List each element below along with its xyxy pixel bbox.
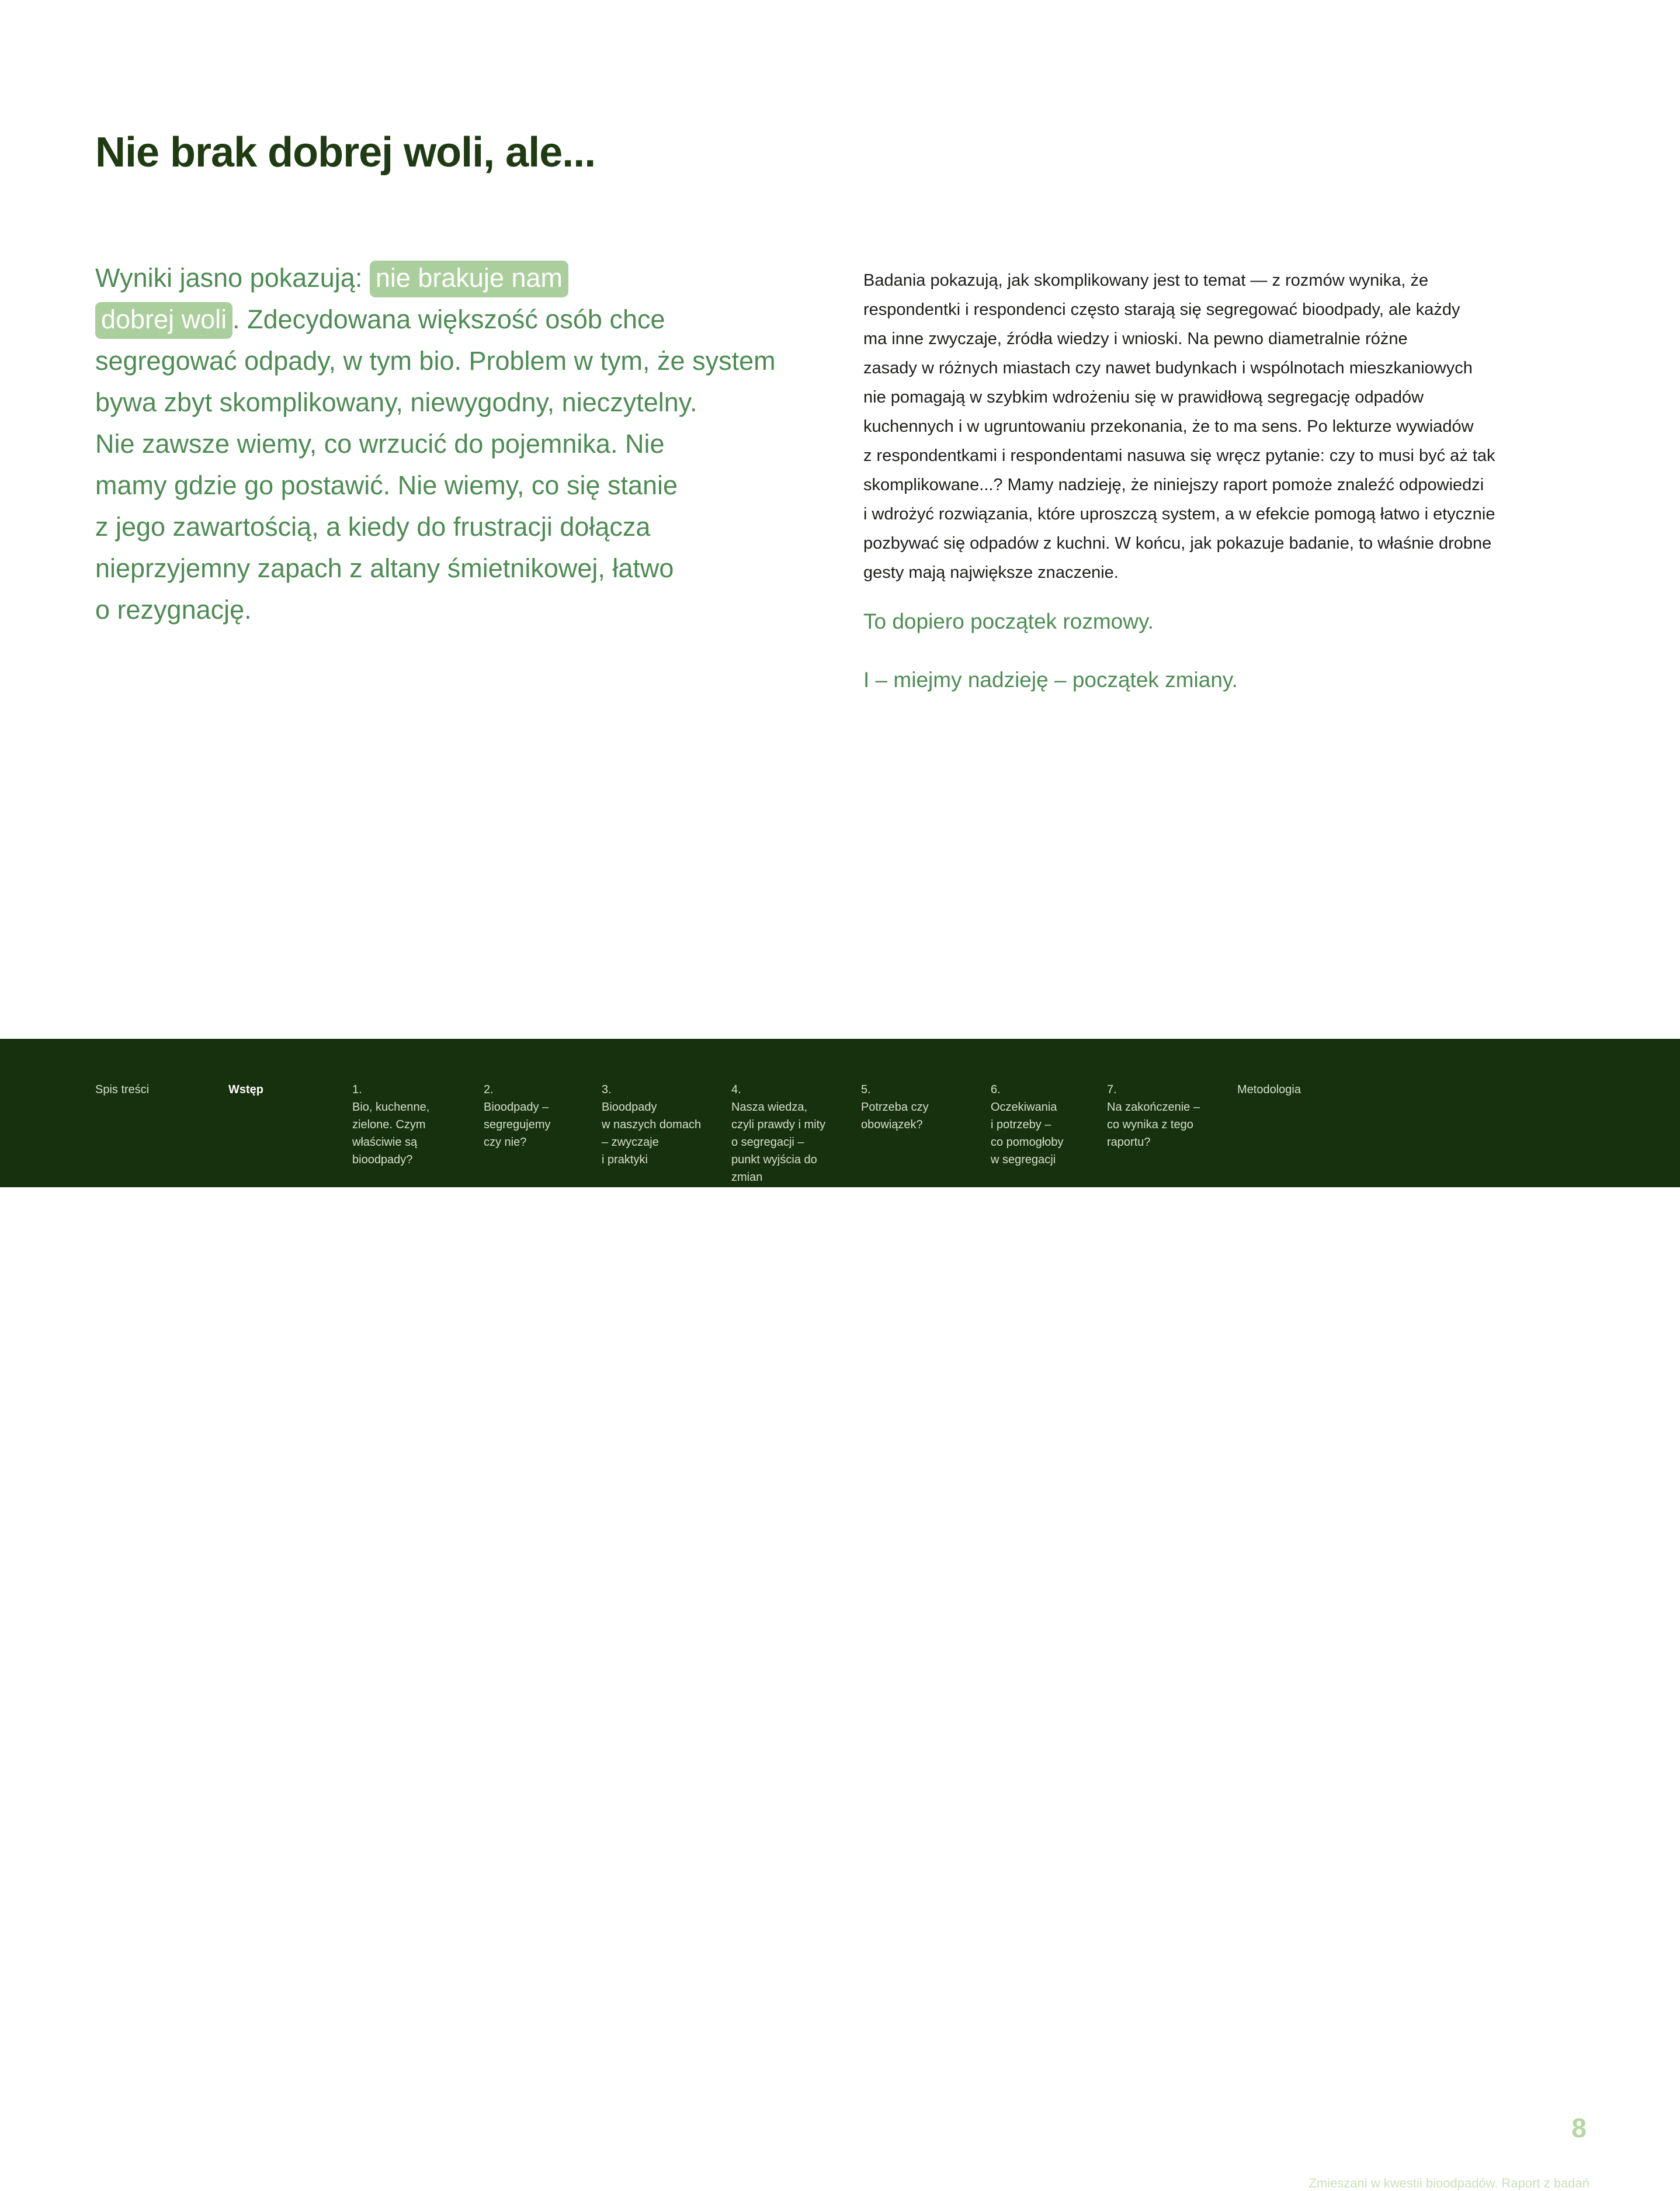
footer-item-metodologia[interactable]: Metodologia	[1237, 1083, 1301, 1096]
intro-highlight-2: dobrej woli	[95, 302, 232, 339]
intro-paragraph	[95, 257, 849, 630]
footer-item-4[interactable]: 4. Nasza wiedza, czyli prawdy i mity o segregacji – punkt wyjścia do zmian	[731, 1083, 826, 1184]
report-title: Zmieszani w kwestii bioodpadów. Raport z badań	[1308, 2176, 1589, 2190]
footer-nav	[0, 1039, 1680, 2190]
footer-item-wstep[interactable]: Wstęp	[228, 1083, 263, 1096]
footer-item-2[interactable]: 2. Bioodpady – segregujemy czy nie?	[484, 1083, 551, 1149]
footer-item-7[interactable]: 7. Na zakończenie – co wynika z tego raportu?	[1107, 1083, 1200, 1149]
footer-item-5[interactable]: 5. Potrzeba czy obowiązek?	[861, 1083, 929, 1131]
closing-line-2: I – miejmy nadzieję – początek zmiany.	[863, 668, 1238, 692]
body-paragraph: Badania pokazują, jak skomplikowany jest to temat — z rozmów wynika, że respondentki i respondenci często starają się segregować bioodpady, ale każdy ma inne zwyczaje, źródła wiedzy i wnioski. Na pewno diametralnie różne zasady w różnych miastach czy nawet budynkach i wspólnotach mieszkaniowych nie pomagają w szybkim wdrożeniu się w prawidłową segregację odpadów kuchennych i w ugruntowaniu przekonania, że to ma sens. Po lekturze wywiadów z respondentkami i respondentami nasuwa się wręcz pytanie: czy to musi być aż tak skomplikowane...? Mamy nadzieję, że niniejszy raport pomoże znaleźć odpowiedzi i wdrożyć rozwiązania, które uproszczą system, a w efekcie pomogą łatwo i etycznie pozbywać się odpadów z kuchni. W końcu, jak pokazuje badanie, to właśnie drobne gesty mają największe znaczenie.	[863, 271, 1495, 582]
footer-item-6[interactable]: 6. Oczekiwania i potrzeby – co pomogłoby w segregacji	[991, 1083, 1064, 1166]
footer-item-1[interactable]: 1. Bio, kuchenne, zielone. Czym właściwie są bioodpady?	[352, 1083, 430, 1166]
intro-lead-start: Wyniki jasno pokazują:	[95, 263, 370, 293]
closing-line-1: To dopiero początek rozmowy.	[863, 609, 1154, 633]
intro-highlight-1: nie brakuje nam	[370, 261, 568, 297]
page-title: Nie brak dobrej woli, ale...	[95, 129, 596, 176]
footer-item-3[interactable]: 3. Bioodpady w naszych domach – zwyczaje i praktyki	[602, 1083, 702, 1166]
page-number: 8	[1571, 2113, 1587, 2143]
intro-lead-rest: . Zdecydowana większość osób chce segregować odpady, w tym bio. Problem w tym, że system bywa zbyt skomplikowany, niewygodny, nieczytelny. Nie zawsze wiemy, co wrzucić do pojemnika. Nie mamy gdzie go postawić. Nie wiemy, co się stanie z jego zawartością, a kiedy do frustracji dołącza nieprzyjemny zapach z altany śmietnikowej, łatwo o rezygnację.	[95, 304, 776, 625]
footer-item-toc[interactable]: Spis treści	[95, 1083, 150, 1096]
